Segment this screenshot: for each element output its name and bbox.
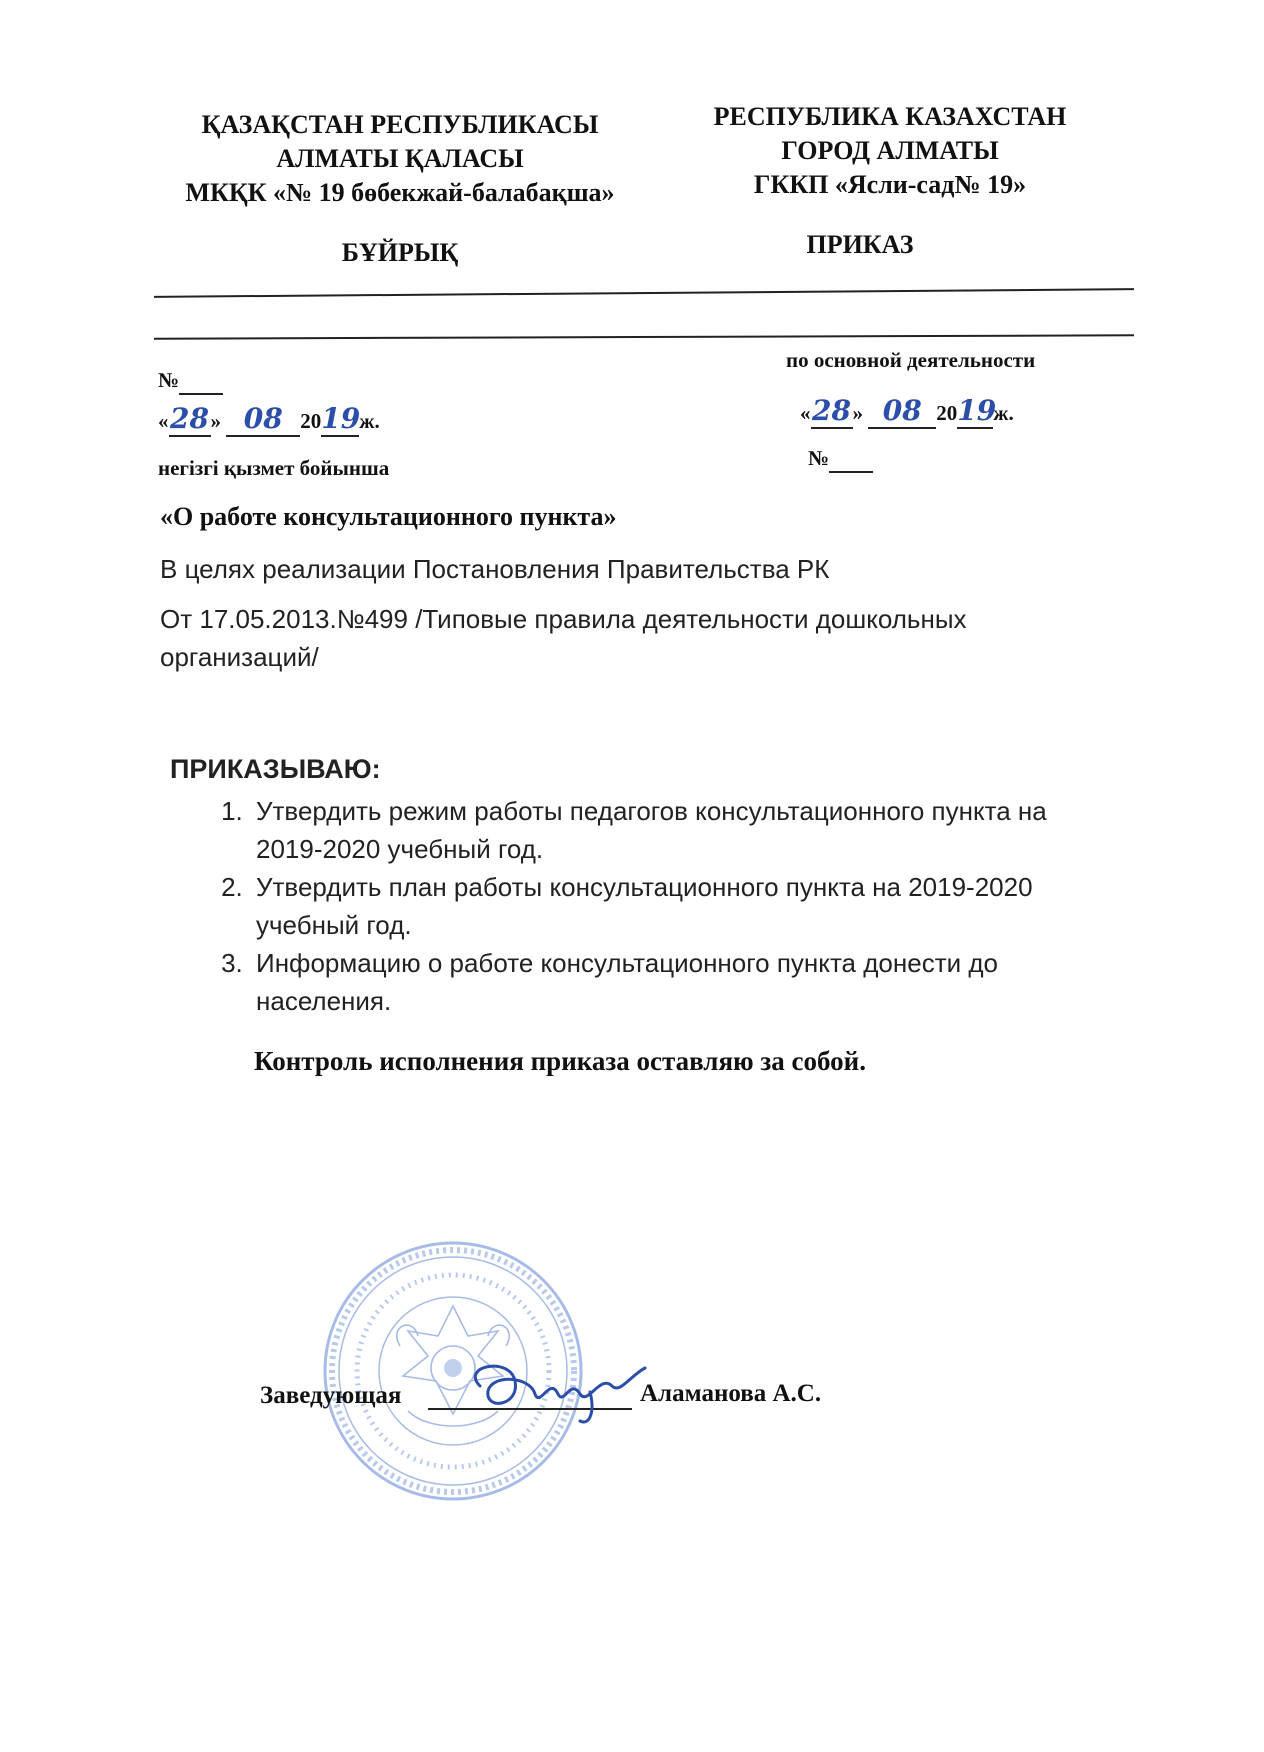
right-date [800,394,1014,429]
left-date-month: 08 [226,402,300,437]
right-date-year-word: ж. [993,401,1014,425]
header-left-organization: МКҚК «№ 19 бөбекжай-балабақша» [185,178,615,207]
header-rule-bottom [154,334,1134,339]
right-date-year-suffix: 19 [957,394,997,427]
left-date [158,402,380,437]
right-date-day: 28 [812,394,851,427]
signature-handwriting [440,1346,660,1426]
right-date-quote-close: » [852,401,863,425]
left-number [158,368,223,395]
right-activity: по основной деятельности [786,348,1036,372]
header-left-country: ҚАЗАҚСТАН РЕСПУБЛИКАСЫ [201,110,599,139]
signature-position: Заведующая [260,1382,402,1409]
left-date-day: 28 [170,402,209,435]
right-date-quote-open: « [800,401,811,425]
order-item-3: 3. Информацию о работе консультационного пункта донести до населения. [250,944,1090,1020]
order-title: «О работе консультационного пункта» [160,502,617,531]
left-date-quote-open: « [158,409,169,433]
header-left-doc-type: БҰЙРЫҚ [341,238,459,267]
left-date-quote-close: » [210,409,221,433]
header-right-country: РЕСПУБЛИКА КАЗАХСТАН [713,102,1067,131]
order-items [210,792,1090,1020]
left-number-label: № [158,368,180,392]
header-right-organization: ГККП «Ясли-сад№ 19» [753,170,1027,199]
order-control: Контроль исполнения приказа оставляю за собой. [254,1046,866,1076]
order-basis-line1: В целях реализации Постановления Правительства РК [160,554,830,584]
header-left [140,108,660,210]
right-date-year-prefix: 20 [936,401,958,425]
header-right [680,100,1100,202]
left-date-year-suffix: 19 [321,402,361,435]
left-date-year-prefix: 20 [300,409,322,433]
left-date-year-word: ж. [359,409,380,433]
left-activity: негізгі қызмет бойынша [158,456,390,480]
right-number-label: № [808,446,830,470]
order-basis-line2: От 17.05.2013.№499 /Типовые правила деятельности дошкольных организаций/ [160,604,967,672]
header-right-city: ГОРОД АЛМАТЫ [781,136,999,165]
header-rule-top [154,288,1134,298]
right-date-month: 08 [868,394,936,429]
order-item-2: 2. Утвердить план работы консультационного пункта на 2019-2020 учебный год. [250,868,1090,944]
order-item-1: 1. Утвердить режим работы педагогов консультационного пункта на 2019-2020 учебный год. [250,792,1090,868]
header-right-doc-type: ПРИКАЗ [806,230,914,259]
signature-name: Аламанова А.С. [640,1380,822,1407]
header-left-city: АЛМАТЫ ҚАЛАСЫ [276,144,524,173]
order-command: ПРИКАЗЫВАЮ: [170,754,381,784]
right-number [808,446,873,473]
